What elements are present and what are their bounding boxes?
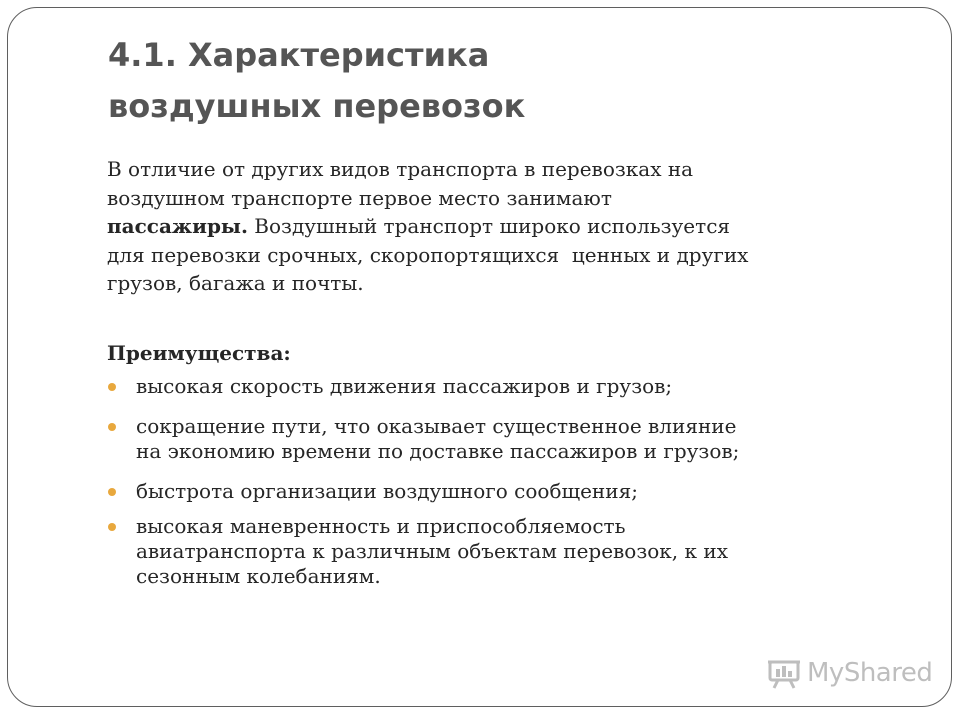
list-item-line: авиатранспорта к различным объектам перевозок, к их xyxy=(136,539,728,563)
intro-line-text: для перевозки срочных, скоропортящихся ценных и других xyxy=(107,242,749,267)
intro-line-text: Воздушный транспорт широко используется xyxy=(247,214,731,238)
list-item-text xyxy=(136,374,672,399)
bullet-dot-icon xyxy=(108,523,116,531)
list-item-text xyxy=(136,514,728,589)
intro-paragraph xyxy=(107,155,937,298)
list-item-line: высокая маневренность и приспособляемость xyxy=(136,514,626,538)
intro-line xyxy=(107,269,937,298)
list-item-line: на экономию времени по доставке пассажиров и грузов; xyxy=(136,439,740,463)
list-item-text xyxy=(136,479,638,504)
bullet-dot-icon xyxy=(108,423,116,431)
bullet-dot-icon xyxy=(108,383,116,391)
advantages-heading: Преимущества: xyxy=(107,341,291,365)
intro-line xyxy=(107,241,937,270)
list-item-line: сезонным колебаниям. xyxy=(136,564,381,588)
intro-line-text: В отличие от других видов транспорта в перевозках на xyxy=(107,157,694,181)
intro-bold-term: пассажиры. xyxy=(107,214,248,238)
slide-title-line: 4.1. Характеристика xyxy=(108,36,490,74)
watermark xyxy=(767,653,932,693)
intro-line-text: грузов, багажа и почты. xyxy=(107,271,364,295)
list-item-line: высокая скорость движения пассажиров и грузов; xyxy=(136,374,673,398)
slide-title-line: воздушных перевозок xyxy=(108,87,526,125)
intro-line xyxy=(107,212,937,241)
list-item-line: сокращение пути, что оказывает существенное влияние xyxy=(136,414,737,438)
list-item-text xyxy=(136,414,739,464)
list-item-line: быстрота организации воздушного сообщения; xyxy=(136,479,638,503)
intro-line xyxy=(107,155,937,184)
presentation-board-icon xyxy=(767,657,801,689)
intro-line xyxy=(107,184,937,213)
watermark-text: MyShared xyxy=(807,658,933,688)
slide-title xyxy=(108,30,908,132)
intro-line-text: воздушном транспорте первое место занимают xyxy=(107,185,612,210)
bullet-dot-icon xyxy=(108,488,116,496)
